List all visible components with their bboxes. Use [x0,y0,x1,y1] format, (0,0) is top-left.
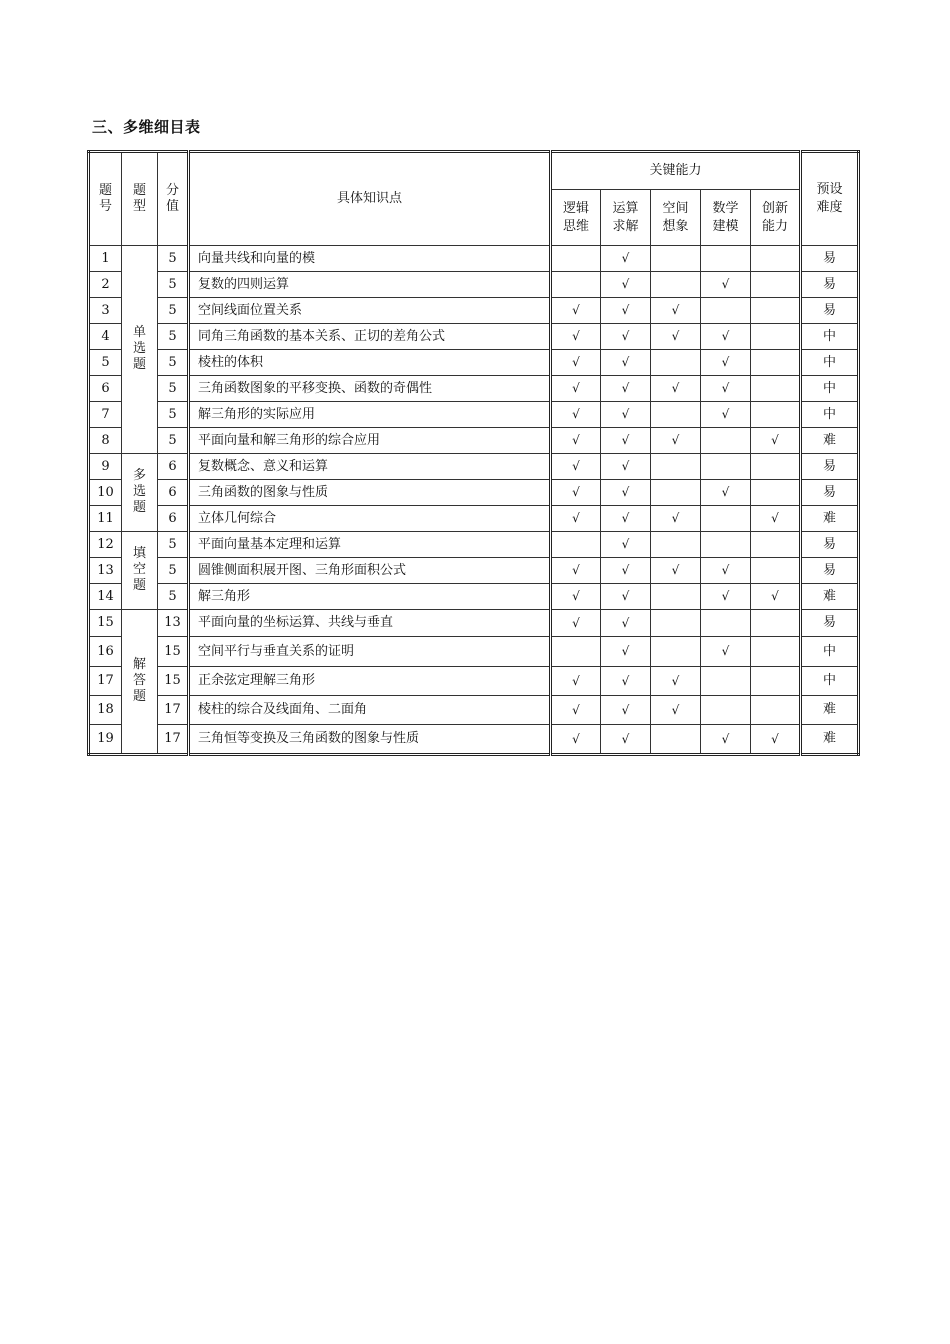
check-mark: √ [721,731,730,746]
knowledge-point: 空间线面位置关系 [189,298,551,324]
ability-cell-logic [551,272,601,298]
question-number: 16 [89,637,122,667]
score: 15 [158,637,189,667]
question-type [122,246,158,454]
difficulty: 中 [801,376,859,402]
check-mark: √ [572,589,580,603]
table-row [89,696,859,725]
question-type-label: 填空题 [132,546,146,593]
ability-cell-innovation [751,506,801,532]
ability-cell-innovation [751,696,801,725]
check-mark: √ [572,303,580,317]
ability-cell-modeling [701,298,751,324]
table-row [89,246,859,272]
question-number: 14 [89,584,122,610]
ability-cell-innovation [751,454,801,480]
check-mark: √ [621,511,630,525]
ability-cell-modeling [701,376,751,402]
difficulty: 易 [801,246,859,272]
question-number: 13 [89,558,122,584]
ability-cell-modeling [701,584,751,610]
score: 13 [158,610,189,637]
check-mark: √ [671,563,680,577]
knowledge-point: 平面向量基本定理和运算 [189,532,551,558]
knowledge-point: 解三角形的实际应用 [189,402,551,428]
section-title: 三、多维细目表 [92,118,201,136]
check-mark: √ [771,589,779,603]
check-mark: √ [572,433,580,447]
ability-cell-modeling [701,454,751,480]
difficulty: 中 [801,324,859,350]
score: 5 [158,428,189,454]
check-mark: √ [771,511,779,525]
question-number: 15 [89,610,122,637]
ability-cell-compute [601,324,651,350]
question-number: 17 [89,667,122,696]
check-mark: √ [621,381,630,395]
specification-table [87,150,860,756]
check-mark: √ [621,673,630,688]
ability-cell-logic [551,428,601,454]
ability-cell-innovation [751,376,801,402]
score: 6 [158,480,189,506]
difficulty: 易 [801,610,859,637]
knowledge-point: 同角三角函数的基本关系、正切的差角公式 [189,324,551,350]
table-row [89,376,859,402]
table-row [89,637,859,667]
difficulty: 易 [801,298,859,324]
header-num: 题号 [89,152,122,246]
ability-cell-spatial [651,246,701,272]
question-number: 5 [89,350,122,376]
check-mark: √ [572,563,580,577]
ability-cell-modeling [701,402,751,428]
knowledge-point: 复数的四则运算 [189,272,551,298]
ability-cell-logic [551,350,601,376]
ability-cell-logic [551,454,601,480]
ability-cell-spatial [651,298,701,324]
ability-cell-logic [551,637,601,667]
ability-cell-innovation [751,324,801,350]
question-number: 6 [89,376,122,402]
difficulty: 易 [801,272,859,298]
check-mark: √ [721,563,730,577]
ability-cell-innovation [751,558,801,584]
check-mark: √ [771,433,779,447]
check-mark: √ [621,433,630,447]
ability-cell-logic [551,558,601,584]
check-mark: √ [621,485,630,499]
header-abilities-group: 关键能力 [551,152,801,190]
score: 5 [158,558,189,584]
ability-cell-modeling [701,696,751,725]
ability-cell-logic [551,324,601,350]
check-mark: √ [621,407,630,421]
ability-cell-compute [601,298,651,324]
ability-cell-compute [601,246,651,272]
ability-cell-spatial [651,350,701,376]
ability-cell-spatial [651,428,701,454]
knowledge-point: 向量共线和向量的模 [189,246,551,272]
table-row [89,667,859,696]
difficulty: 中 [801,637,859,667]
difficulty: 易 [801,454,859,480]
difficulty: 中 [801,667,859,696]
check-mark: √ [621,702,630,717]
header-ability-innovation: 创新能力 [751,190,801,246]
score: 5 [158,272,189,298]
check-mark: √ [621,355,630,369]
question-type [122,454,158,532]
check-mark: √ [572,407,580,421]
score: 17 [158,696,189,725]
check-mark: √ [671,673,680,688]
knowledge-point: 复数概念、意义和运算 [189,454,551,480]
ability-cell-spatial [651,480,701,506]
ability-cell-modeling [701,246,751,272]
table-row [89,298,859,324]
check-mark: √ [721,355,730,369]
check-mark: √ [621,277,630,291]
check-mark: √ [721,277,730,291]
check-mark: √ [721,407,730,421]
header-ability-modeling: 数学建模 [701,190,751,246]
score: 6 [158,454,189,480]
ability-cell-logic [551,610,601,637]
question-type-label: 单选题 [132,325,146,372]
ability-cell-innovation [751,298,801,324]
ability-cell-compute [601,480,651,506]
table-row [89,480,859,506]
check-mark: √ [572,329,580,343]
ability-cell-modeling [701,350,751,376]
ability-cell-spatial [651,506,701,532]
question-number: 2 [89,272,122,298]
ability-cell-compute [601,558,651,584]
table-row [89,558,859,584]
ability-cell-innovation [751,725,801,755]
check-mark: √ [671,381,680,395]
score: 5 [158,324,189,350]
table-row [89,506,859,532]
ability-cell-compute [601,696,651,725]
check-mark: √ [572,459,580,473]
check-mark: √ [572,702,580,717]
question-number: 4 [89,324,122,350]
score: 6 [158,506,189,532]
knowledge-point: 三角恒等变换及三角函数的图象与性质 [189,725,551,755]
knowledge-point: 三角函数图象的平移变换、函数的奇偶性 [189,376,551,402]
ability-cell-modeling [701,610,751,637]
ability-cell-compute [601,532,651,558]
question-number: 19 [89,725,122,755]
ability-cell-spatial [651,637,701,667]
ability-cell-compute [601,428,651,454]
knowledge-point: 平面向量和解三角形的综合应用 [189,428,551,454]
knowledge-point: 正余弦定理解三角形 [189,667,551,696]
check-mark: √ [721,381,730,395]
table-row [89,454,859,480]
header-difficulty: 预设难度 [801,152,859,246]
ability-cell-spatial [651,376,701,402]
question-number: 12 [89,532,122,558]
knowledge-point: 空间平行与垂直关系的证明 [189,637,551,667]
knowledge-point: 棱柱的综合及线面角、二面角 [189,696,551,725]
table-row [89,725,859,755]
difficulty: 易 [801,480,859,506]
table-row [89,324,859,350]
ability-cell-compute [601,725,651,755]
question-number: 7 [89,402,122,428]
knowledge-point: 立体几何综合 [189,506,551,532]
ability-cell-innovation [751,428,801,454]
ability-cell-compute [601,272,651,298]
check-mark: √ [572,673,580,688]
question-number: 10 [89,480,122,506]
check-mark: √ [671,702,680,717]
question-type [122,610,158,755]
check-mark: √ [721,644,730,658]
check-mark: √ [621,329,630,343]
ability-cell-spatial [651,610,701,637]
difficulty: 中 [801,350,859,376]
ability-cell-compute [601,402,651,428]
table-row [89,584,859,610]
check-mark: √ [621,615,630,630]
ability-cell-logic [551,480,601,506]
difficulty: 易 [801,532,859,558]
knowledge-point: 棱柱的体积 [189,350,551,376]
difficulty: 难 [801,506,859,532]
ability-cell-logic [551,667,601,696]
header-row-1 [89,152,859,190]
ability-cell-spatial [651,584,701,610]
ability-cell-spatial [651,725,701,755]
header-ability-logic: 逻辑思维 [551,190,601,246]
check-mark: √ [671,329,680,343]
difficulty: 易 [801,558,859,584]
check-mark: √ [621,644,630,658]
check-mark: √ [572,485,580,499]
score: 5 [158,376,189,402]
score: 5 [158,298,189,324]
ability-cell-compute [601,350,651,376]
check-mark: √ [721,485,730,499]
header-ability-compute: 运算求解 [601,190,651,246]
ability-cell-logic [551,584,601,610]
ability-cell-modeling [701,637,751,667]
ability-cell-innovation [751,637,801,667]
ability-cell-modeling [701,506,751,532]
ability-cell-innovation [751,272,801,298]
question-type-label: 多选题 [132,468,146,515]
difficulty: 中 [801,402,859,428]
difficulty: 难 [801,428,859,454]
header-knowledge: 具体知识点 [189,152,551,246]
table-row [89,350,859,376]
table-row [89,402,859,428]
ability-cell-logic [551,246,601,272]
ability-cell-spatial [651,272,701,298]
check-mark: √ [721,589,730,603]
ability-cell-spatial [651,324,701,350]
score: 17 [158,725,189,755]
knowledge-point: 平面向量的坐标运算、共线与垂直 [189,610,551,637]
table-row [89,272,859,298]
ability-cell-modeling [701,532,751,558]
check-mark: √ [621,303,630,317]
difficulty: 难 [801,696,859,725]
score: 5 [158,532,189,558]
check-mark: √ [671,303,680,317]
ability-cell-spatial [651,696,701,725]
ability-cell-spatial [651,667,701,696]
ability-cell-logic [551,725,601,755]
ability-cell-logic [551,506,601,532]
question-type-label: 解答题 [132,657,146,704]
check-mark: √ [572,381,580,395]
ability-cell-modeling [701,324,751,350]
header-ability-spatial: 空间想象 [651,190,701,246]
question-number: 11 [89,506,122,532]
check-mark: √ [671,433,680,447]
ability-cell-compute [601,667,651,696]
question-type [122,532,158,610]
ability-cell-logic [551,696,601,725]
question-number: 18 [89,696,122,725]
check-mark: √ [621,537,630,551]
ability-cell-logic [551,532,601,558]
ability-cell-innovation [751,402,801,428]
check-mark: √ [572,355,580,369]
ability-cell-modeling [701,272,751,298]
score: 5 [158,246,189,272]
question-number: 1 [89,246,122,272]
ability-cell-modeling [701,480,751,506]
ability-cell-spatial [651,454,701,480]
question-number: 3 [89,298,122,324]
header-type: 题型 [122,152,158,246]
score: 15 [158,667,189,696]
check-mark: √ [671,511,680,525]
check-mark: √ [621,563,630,577]
check-mark: √ [572,731,580,746]
check-mark: √ [621,589,630,603]
score: 5 [158,402,189,428]
difficulty: 难 [801,584,859,610]
ability-cell-compute [601,584,651,610]
ability-cell-innovation [751,246,801,272]
ability-cell-compute [601,506,651,532]
ability-cell-compute [601,610,651,637]
ability-cell-compute [601,637,651,667]
table-row [89,610,859,637]
ability-cell-compute [601,454,651,480]
ability-cell-modeling [701,667,751,696]
header-score: 分值 [158,152,189,246]
check-mark: √ [621,459,630,473]
question-number: 8 [89,428,122,454]
table-row [89,532,859,558]
check-mark: √ [572,511,580,525]
ability-cell-spatial [651,532,701,558]
ability-cell-innovation [751,610,801,637]
ability-cell-innovation [751,480,801,506]
ability-cell-modeling [701,725,751,755]
knowledge-point: 解三角形 [189,584,551,610]
knowledge-point: 圆锥侧面积展开图、三角形面积公式 [189,558,551,584]
table-row [89,428,859,454]
ability-cell-logic [551,402,601,428]
ability-cell-modeling [701,558,751,584]
ability-cell-innovation [751,532,801,558]
score: 5 [158,584,189,610]
ability-cell-innovation [751,584,801,610]
ability-cell-spatial [651,402,701,428]
ability-cell-spatial [651,558,701,584]
ability-cell-innovation [751,350,801,376]
check-mark: √ [621,251,630,265]
check-mark: √ [621,731,630,746]
ability-cell-innovation [751,667,801,696]
check-mark: √ [771,731,779,746]
score: 5 [158,350,189,376]
ability-cell-modeling [701,428,751,454]
ability-cell-compute [601,376,651,402]
ability-cell-logic [551,376,601,402]
ability-cell-logic [551,298,601,324]
difficulty: 难 [801,725,859,755]
knowledge-point: 三角函数的图象与性质 [189,480,551,506]
check-mark: √ [572,615,580,630]
check-mark: √ [721,329,730,343]
question-number: 9 [89,454,122,480]
